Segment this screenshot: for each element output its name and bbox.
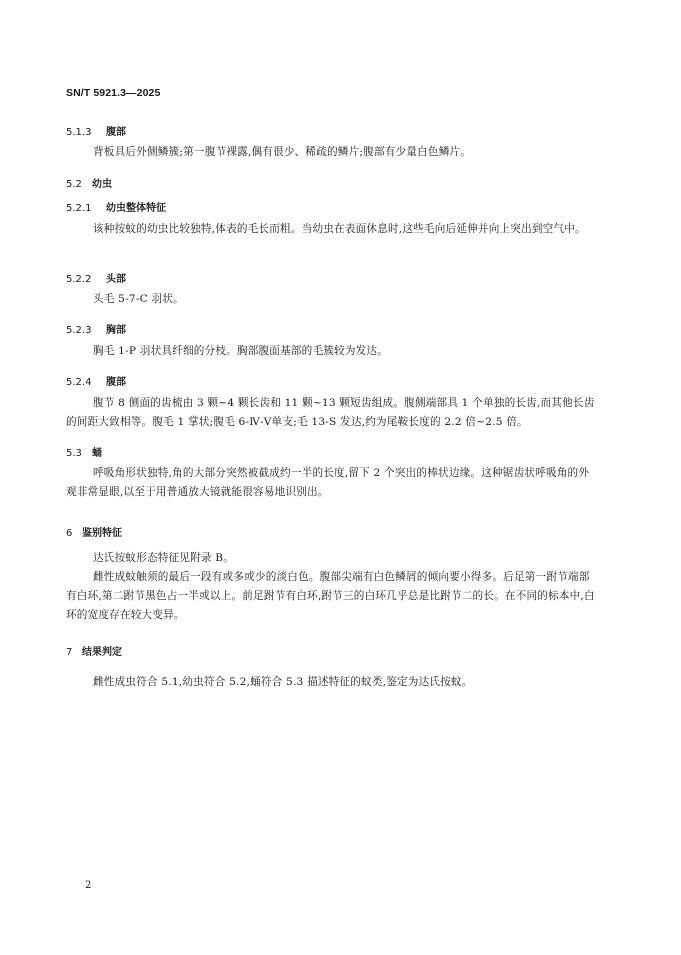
section-heading-7 <box>66 643 122 658</box>
section-title: 蛹 <box>92 448 102 459</box>
section-number: 5.2.1 <box>66 203 92 214</box>
section-number: 5.1.3 <box>66 127 92 138</box>
paragraph-6-b: 雌性成蚊触须的最后一段有或多或少的淡白色。腹部尖端有白色鳞屑的倾向要小得多。后足第一跗节端部有白环,第二跗节黑色占一半或以上。前足跗节有白环,跗节三的白环几乎总是比跗节二的长。在不同的标本中,白环的宽度存在较大变异。 <box>66 571 595 621</box>
section-number: 7 <box>66 647 73 658</box>
section-number: 6 <box>66 528 73 539</box>
section-number: 5.3 <box>66 448 82 459</box>
standard-code: SN/T 5921.3—2025 <box>66 87 161 99</box>
paragraph-5-2-1: 该种按蚊的幼虫比较独特,体表的毛长而粗。当幼虫在表面休息时,这些毛向后延伸并向上突出到空气中。 <box>93 223 586 235</box>
paragraph-5-3: 呼吸角形状独特,角的大部分突然被截成约一半的长度,留下 2 个突出的棒状边缘。这种锯齿状呼吸角的外观非常显眼,以至于用普通放大镜就能很容易地识别出。 <box>66 467 590 498</box>
section-number: 5.2.4 <box>66 377 92 388</box>
section-title: 腹部 <box>106 127 126 138</box>
section-heading-5-3 <box>66 444 102 459</box>
section-heading-5-2-1 <box>66 199 166 214</box>
section-number: 5.2 <box>66 179 82 190</box>
section-title: 幼虫整体特征 <box>106 203 166 214</box>
section-heading-5-2-3 <box>66 321 126 336</box>
section-title: 结果判定 <box>82 647 122 658</box>
section-title: 鉴别特征 <box>82 528 122 539</box>
section-title: 胸部 <box>106 325 126 336</box>
section-heading-5-1-3 <box>66 123 126 138</box>
section-number: 5.2.2 <box>66 274 92 285</box>
section-number: 5.2.3 <box>66 325 92 336</box>
paragraph-6-a: 达氏按蚊形态特征见附录 B。 <box>93 552 235 564</box>
paragraph-5-1-3: 背板具后外侧鳞簇;第一腹节裸露,偶有很少、稀疏的鳞片;腹部有少量白色鳞片。 <box>93 146 472 158</box>
paragraph-5-2-2: 头毛 5-7-C 羽状。 <box>93 293 184 305</box>
page-number: 2 <box>85 880 92 891</box>
section-title: 腹部 <box>106 377 126 388</box>
section-heading-6 <box>66 524 122 539</box>
section-title: 头部 <box>106 274 126 285</box>
section-heading-5-2 <box>66 175 112 190</box>
paragraph-7: 雌性成虫符合 5.1,幼虫符合 5.2,蛹符合 5.3 描述特征的蚊类,鉴定为达氏按蚊。 <box>93 676 473 688</box>
paragraph-5-2-3: 胸毛 1-P 羽状具纤细的分枝。胸部腹面基部的毛簇较为发达。 <box>93 345 389 357</box>
section-title: 幼虫 <box>92 179 112 190</box>
section-heading-5-2-4 <box>66 373 126 388</box>
paragraph-5-2-4: 腹节 8 侧面的齿梳由 3 颗~4 颗长齿和 11 颗~13 颗短齿组成。腹侧端部具 1 个单独的长齿,而其他长齿的间距大致相等。腹毛 1 掌状;腹毛 6-Ⅳ-Ⅴ单支;毛 13-S 发达,约为尾鞍长度的 2.2 倍~2.5 倍。 <box>66 397 595 428</box>
section-heading-5-2-2 <box>66 270 126 285</box>
